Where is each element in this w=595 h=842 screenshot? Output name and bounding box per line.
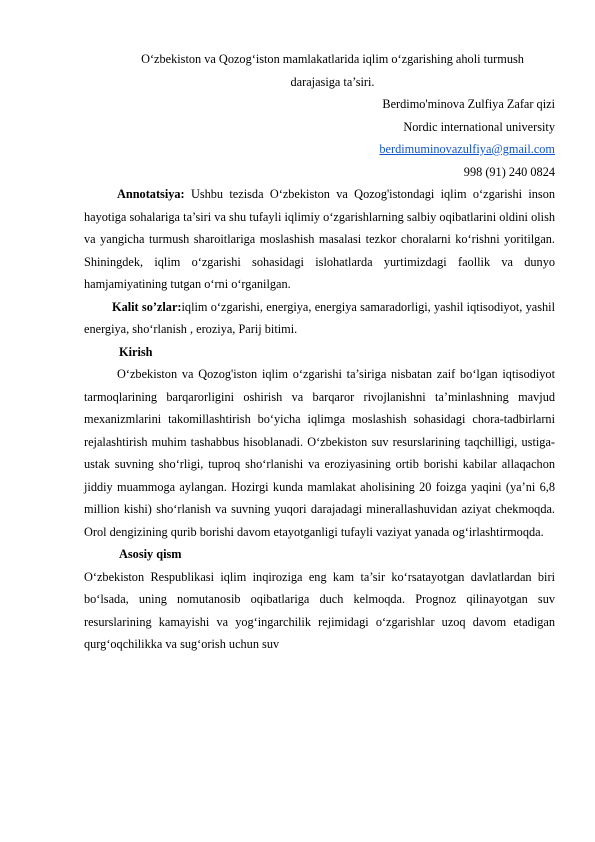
annotation-label: Annotatsiya: [117,187,185,201]
author-email-link[interactable]: berdimuminovazulfiya@gmail.com [379,142,555,156]
annotation-paragraph [84,183,555,296]
document-title [84,48,555,93]
annotation-text: Ushbu tezisda O‘zbekiston va Qozog'istondagi iqlim o‘zgarishi inson hayotiga sohalariga ta’siri va shu tufayli iqlimiy o‘zgarishlarning salbiy oqibatlarini oldini olish va yangicha turmush sharoitlariga moslashish masalasi tezkor choralarni ko‘rishni yoritilgan. Shiningdek, iqlim o‘zgarishi sohasidagi islohatlarda yurtimizdagi faollik va dunyo hamjamiyatining tutgan o‘rni o‘rganilgan. [84,187,555,291]
intro-heading: Kirish [119,344,153,359]
author-block [84,93,555,183]
main-paragraph: O‘zbekiston Respublikasi iqlim inqiroziga eng kam ta’sir ko‘rsatayotgan davlatlardan biri bo‘lsada, uning nomutanosib oqibatlariga duch kelmoqda. Prognoz qilinayotgan suv resurslarining kamayishi va yog‘ingarchilik rejimidagi o‘zgarishlar uzoq davom etadigan qurg‘oqchilikka va sug‘orish uchun suv [84,569,555,651]
author-phone: 998 (91) 240 0824 [463,164,555,179]
intro-paragraph: O‘zbekiston va Qozog'iston iqlim o‘zgarishi ta’siriga nisbatan zaif bo‘lgan iqtisodiyot tarmoqlarining barqarorligini oshirish va barqaror rivojlanishni ta’minlashning mavjud mexanizmlarini takomillashtirish bo‘yicha iqlimga moslashish sohasidagi chora-tadbirlarni rejalashtirish muhim tashabbus hisoblanadi. O‘zbekiston suv resurslarining taqchilligi, ustiga-ustak suvning sho‘rligi, tuproq sho‘rlanishi va eroziyasining ortib borishi kabilar allaqachon jiddiy muammoga aylangan. Hozirgi kunda mamlakat aholisining 20 foizga yaqini (ya’ni 6,8 million kishi) sho‘rlanish va suvning yuqori darajadagi minerallashuvidan aziyat chekmoqda. Orol dengizining qurib borishi davom etayotganligi tufayli vaziyat yanada og‘irlashtirmoqda. [84,367,555,539]
keywords-label: Kalit so’zlar: [112,299,182,314]
author-name: Berdimo'minova Zulfiya Zafar qizi [382,97,555,111]
main-heading: Asosiy qism [119,547,182,561]
keywords-paragraph [84,296,555,341]
title-line-2: darajasiga ta’siri. [290,74,375,89]
title-line-1: O‘zbekiston va Qozog‘iston mamlakatlarida iqlim o‘zgarishing aholi turmush [141,52,524,66]
author-affiliation: Nordic international university [403,119,555,134]
keywords-text: iqlim o‘zgarishi, energiya, energiya samaradorligi, yashil iqtisodiyot, yashil energiya, sho‘rlanish , eroziya, Parij bitimi. [84,299,555,336]
